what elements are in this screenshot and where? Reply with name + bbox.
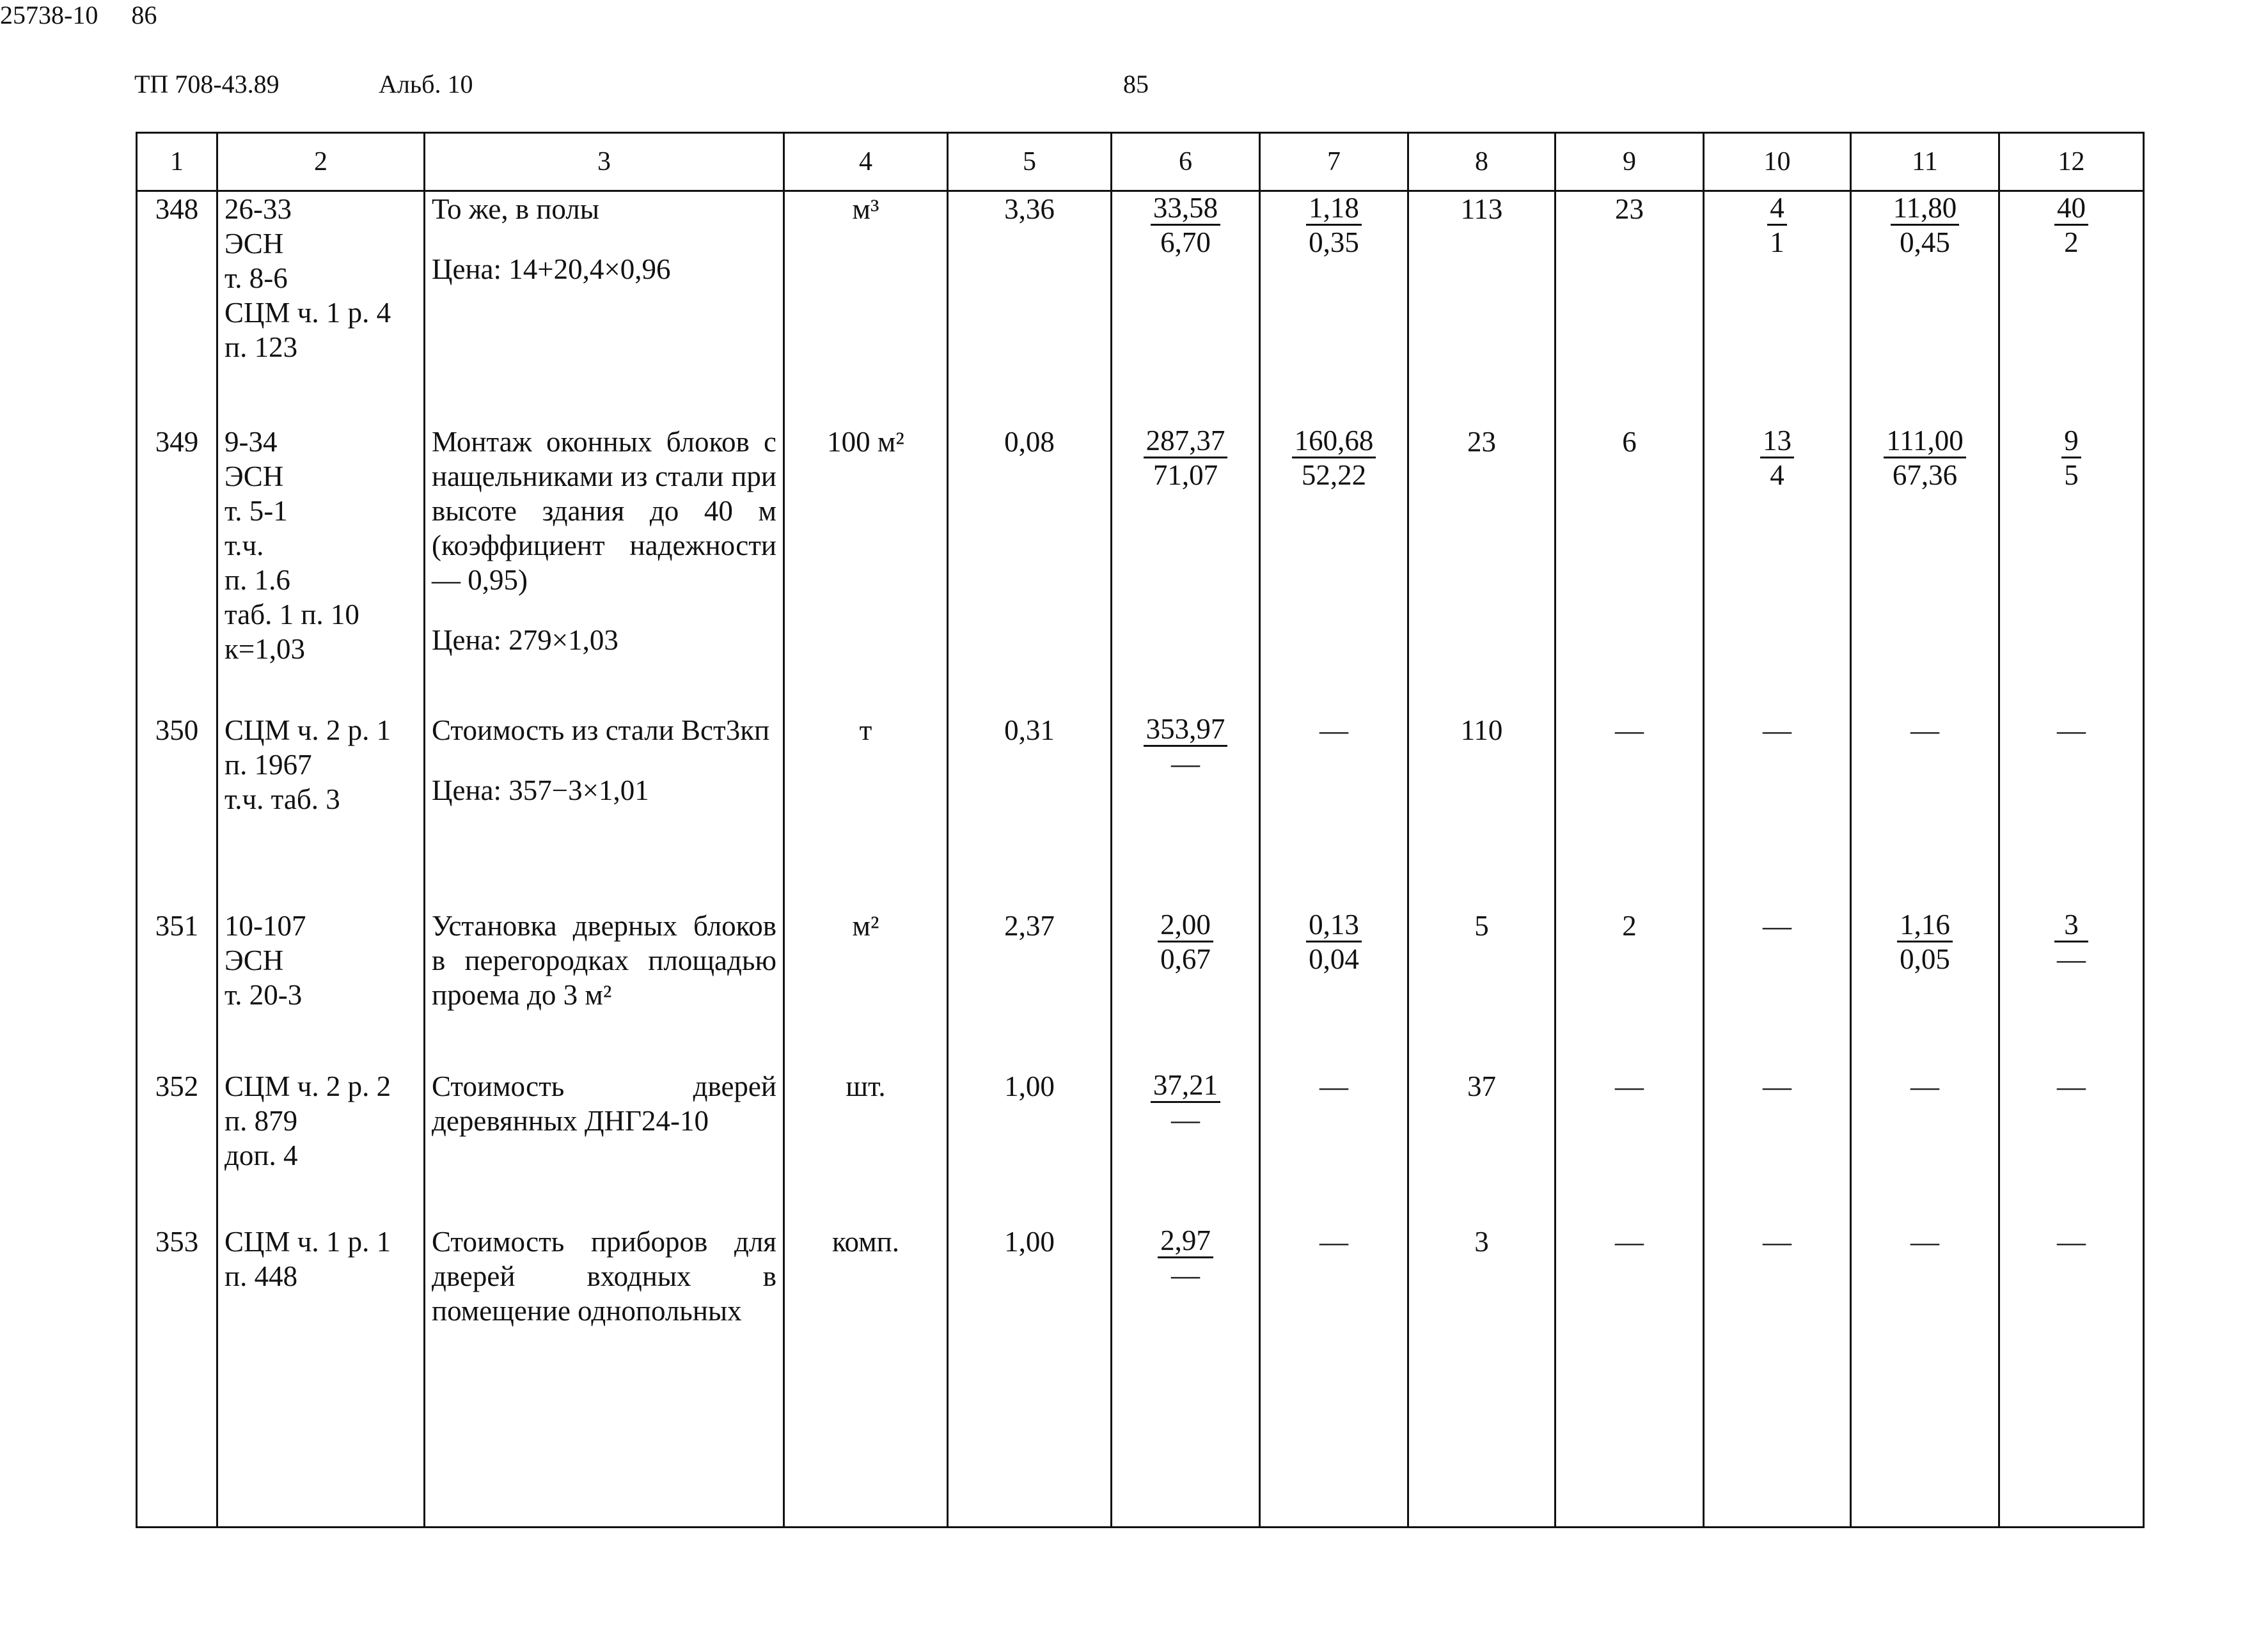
fraction <box>1306 192 1362 259</box>
fraction <box>2054 192 2088 259</box>
table-row <box>137 713 2144 909</box>
col-11-value: — <box>1851 713 1999 909</box>
fraction-numerator: 4 <box>1767 192 1787 226</box>
page-number: 85 <box>1123 70 1149 98</box>
norm-code-line: п. 448 <box>224 1260 298 1292</box>
col-10-value: — <box>1704 1069 1851 1224</box>
fraction <box>1144 425 1228 492</box>
fraction-numerator: 3 <box>2054 909 2088 942</box>
norm-code-line: СЦМ ч. 2 р. 1 <box>224 714 391 746</box>
fraction-numerator: 2,00 <box>1158 909 1213 942</box>
norm-code-line: СЦМ ч. 1 р. 1 <box>224 1225 391 1258</box>
work-description <box>425 191 784 425</box>
fraction-numerator: 287,37 <box>1144 425 1228 458</box>
col-8-value: 113 <box>1408 191 1555 425</box>
quantity: 0,08 <box>948 425 1112 713</box>
fraction <box>1158 1224 1213 1292</box>
row-number: 348 <box>137 191 217 425</box>
col-header-9: 9 <box>1555 133 1704 191</box>
fraction <box>1767 192 1787 259</box>
col-12-value: — <box>1999 1224 2144 1528</box>
col-7-value: — <box>1260 713 1408 909</box>
price-formula: Цена: 279×1,03 <box>432 623 618 656</box>
table-row <box>137 1069 2144 1224</box>
fraction <box>1292 425 1376 492</box>
norm-code-line: п. 879 <box>224 1104 298 1137</box>
fraction-numerator: 1,18 <box>1306 192 1362 226</box>
norm-code-line: ЭСН <box>224 228 284 260</box>
col-8-value: 5 <box>1408 909 1555 1068</box>
norm-code-line: СЦМ ч. 2 р. 2 <box>224 1070 391 1102</box>
col-10-value: — <box>1704 1224 1851 1528</box>
norm-code-line: т. 5-1 <box>224 494 288 527</box>
fraction-numerator: 37,21 <box>1151 1069 1220 1103</box>
work-description <box>425 425 784 713</box>
col-11-value <box>1851 191 1999 425</box>
fraction <box>1760 425 1794 492</box>
norm-code-line: 26-33 <box>224 193 292 225</box>
fraction <box>1151 192 1220 259</box>
col-7-value <box>1260 191 1408 425</box>
fraction-denominator: 71,07 <box>1153 458 1218 491</box>
norm-code <box>217 909 425 1068</box>
col-7-value: — <box>1260 1069 1408 1224</box>
col-11-value <box>1851 425 1999 713</box>
norm-code <box>217 191 425 425</box>
norm-code-line: п. 123 <box>224 331 298 363</box>
col-10-value <box>1704 425 1851 713</box>
norm-code-line: 10-107 <box>224 910 306 942</box>
norm-code-line: т.ч. <box>224 529 264 561</box>
table-row <box>137 425 2144 713</box>
col-8-value: 110 <box>1408 713 1555 909</box>
spacer <box>432 597 776 623</box>
work-description <box>425 1224 784 1528</box>
fraction-denominator: — <box>1171 747 1200 779</box>
norm-code-line: ЭСН <box>224 944 284 977</box>
col-6-value <box>1112 425 1260 713</box>
fraction-denominator: — <box>2057 943 2086 976</box>
col-12-value <box>1999 909 2144 1068</box>
row-number: 353 <box>137 1224 217 1528</box>
fraction <box>1891 192 1960 259</box>
col-6-value <box>1112 191 1260 425</box>
price-formula: Цена: 14+20,4×0,96 <box>432 253 671 285</box>
fraction-numerator: 33,58 <box>1151 192 1220 226</box>
col-header-5: 5 <box>948 133 1112 191</box>
fraction-numerator: 40 <box>2054 192 2088 226</box>
row-number: 349 <box>137 425 217 713</box>
quantity: 0,31 <box>948 713 1112 909</box>
fraction-denominator: 0,05 <box>1900 943 1950 976</box>
fraction-denominator: 67,36 <box>1892 458 1958 491</box>
col-header-4: 4 <box>784 133 948 191</box>
col-12-value <box>1999 191 2144 425</box>
fraction <box>1158 909 1213 976</box>
row-number: 351 <box>137 909 217 1068</box>
norm-code-line: п. 1.6 <box>224 563 290 596</box>
spacer <box>432 226 776 252</box>
norm-code <box>217 713 425 909</box>
col-header-11: 11 <box>1851 133 1999 191</box>
col-10-value <box>1704 191 1851 425</box>
norm-code-line: 9-34 <box>224 425 278 458</box>
col-6-value <box>1112 1224 1260 1528</box>
col-10-value: — <box>1704 713 1851 909</box>
col-11-value <box>1851 909 1999 1068</box>
norm-code <box>217 1069 425 1224</box>
norm-code-line: к=1,03 <box>224 632 305 665</box>
column-number-row <box>137 133 2144 191</box>
col-9-value: — <box>1555 1069 1704 1224</box>
work-description <box>425 1069 784 1224</box>
description-text: Стоимость приборов для дверей входных в помещение однопольных <box>432 1225 776 1327</box>
col-header-7: 7 <box>1260 133 1408 191</box>
order-code: 25738-10 <box>0 1 98 29</box>
fraction-denominator: 6,70 <box>1160 226 1211 258</box>
norm-code <box>217 1224 425 1528</box>
quantity: 1,00 <box>948 1069 1112 1224</box>
col-6-value <box>1112 713 1260 909</box>
col-header-12: 12 <box>1999 133 2144 191</box>
fraction-denominator: 5 <box>2064 458 2079 491</box>
norm-code-line: таб. 1 п. 10 <box>224 598 359 630</box>
fraction-denominator: 0,35 <box>1309 226 1359 258</box>
album-label: Альб. 10 <box>379 70 473 98</box>
col-header-1: 1 <box>137 133 217 191</box>
norm-code-line: т. 20-3 <box>224 979 303 1012</box>
row-number: 352 <box>137 1069 217 1224</box>
fraction <box>2061 425 2081 492</box>
unit-of-measure: комп. <box>784 1224 948 1528</box>
fraction-denominator: 2 <box>2064 226 2079 258</box>
fraction <box>1306 909 1362 976</box>
col-11-value: — <box>1851 1224 1999 1528</box>
col-6-value <box>1112 909 1260 1068</box>
col-10-value: — <box>1704 909 1851 1068</box>
col-header-3: 3 <box>425 133 784 191</box>
fraction-numerator: 1,16 <box>1897 909 1953 942</box>
col-header-6: 6 <box>1112 133 1260 191</box>
fraction-denominator: 0,04 <box>1309 943 1359 976</box>
fraction-denominator: 4 <box>1770 458 1784 491</box>
col-9-value: — <box>1555 713 1704 909</box>
fraction-denominator: 52,22 <box>1301 458 1367 491</box>
col-12-value: — <box>1999 1069 2144 1224</box>
norm-code-line: т.ч. таб. 3 <box>224 783 340 815</box>
fraction-numerator: 353,97 <box>1144 713 1228 747</box>
unit-of-measure: т <box>784 713 948 909</box>
table-row <box>137 1224 2144 1528</box>
fraction-denominator: — <box>1171 1103 1200 1136</box>
fraction-denominator: 0,67 <box>1160 943 1211 976</box>
col-9-value: 23 <box>1555 191 1704 425</box>
col-9-value: 2 <box>1555 909 1704 1068</box>
work-description <box>425 909 784 1068</box>
col-12-value: — <box>1999 713 2144 909</box>
footer <box>0 0 2268 30</box>
col-8-value: 23 <box>1408 425 1555 713</box>
col-7-value <box>1260 909 1408 1068</box>
fraction <box>1144 713 1228 780</box>
description-text: Монтаж оконных блоков с нащельниками из стали при высоте здания до 40 м (коэффициент надежности — 0,95) <box>432 425 776 596</box>
col-12-value <box>1999 425 2144 713</box>
description-text: То же, в полы <box>432 193 600 225</box>
fraction-numerator: 9 <box>2061 425 2081 458</box>
fraction-numerator: 11,80 <box>1891 192 1960 226</box>
table-row <box>137 909 2144 1068</box>
fraction-denominator: 1 <box>1770 226 1784 258</box>
norm-code-line: ЭСН <box>224 460 284 492</box>
fraction-numerator: 13 <box>1760 425 1794 458</box>
col-8-value: 3 <box>1408 1224 1555 1528</box>
col-7-value <box>1260 425 1408 713</box>
col-8-value: 37 <box>1408 1069 1555 1224</box>
fraction-numerator: 2,97 <box>1158 1224 1213 1258</box>
col-header-2: 2 <box>217 133 425 191</box>
work-description <box>425 713 784 909</box>
quantity: 1,00 <box>948 1224 1112 1528</box>
norm-code-line: доп. 4 <box>224 1139 298 1171</box>
fraction-numerator: 111,00 <box>1884 425 1965 458</box>
col-6-value <box>1112 1069 1260 1224</box>
norm-code-line: т. 8-6 <box>224 262 288 294</box>
col-9-value: — <box>1555 1224 1704 1528</box>
col-9-value: 6 <box>1555 425 1704 713</box>
fraction-numerator: 0,13 <box>1306 909 1362 942</box>
estimate-table <box>136 132 2145 1528</box>
norm-code-line: п. 1967 <box>224 748 312 781</box>
fraction <box>1897 909 1953 976</box>
col-header-8: 8 <box>1408 133 1555 191</box>
price-formula: Цена: 357−3×1,01 <box>432 774 649 806</box>
norm-code <box>217 425 425 713</box>
spacer <box>432 747 776 773</box>
fraction <box>2054 909 2088 976</box>
col-11-value: — <box>1851 1069 1999 1224</box>
quantity: 3,36 <box>948 191 1112 425</box>
fraction-denominator: 0,45 <box>1900 226 1950 258</box>
fraction <box>1884 425 1965 492</box>
description-text: Стоимость дверей деревянных ДНГ24-10 <box>432 1070 776 1137</box>
description-text: Стоимость из стали Вст3кп <box>432 714 770 746</box>
col-header-10: 10 <box>1704 133 1851 191</box>
document-code: ТП 708-43.89 <box>134 70 280 98</box>
fraction-numerator: 160,68 <box>1292 425 1376 458</box>
unit-of-measure: м³ <box>784 191 948 425</box>
unit-of-measure: шт. <box>784 1069 948 1224</box>
col-7-value: — <box>1260 1224 1408 1528</box>
quantity: 2,37 <box>948 909 1112 1068</box>
unit-of-measure: м² <box>784 909 948 1068</box>
table-row <box>137 191 2144 425</box>
norm-code-line: СЦМ ч. 1 р. 4 <box>224 297 391 329</box>
unit-of-measure: 100 м² <box>784 425 948 713</box>
description-text: Установка дверных блоков в перегородках площадью проема до 3 м² <box>432 910 776 1012</box>
row-number: 350 <box>137 713 217 909</box>
fraction-denominator: — <box>1171 1258 1200 1291</box>
fraction <box>1151 1069 1220 1136</box>
sheet-number: 86 <box>131 1 157 29</box>
